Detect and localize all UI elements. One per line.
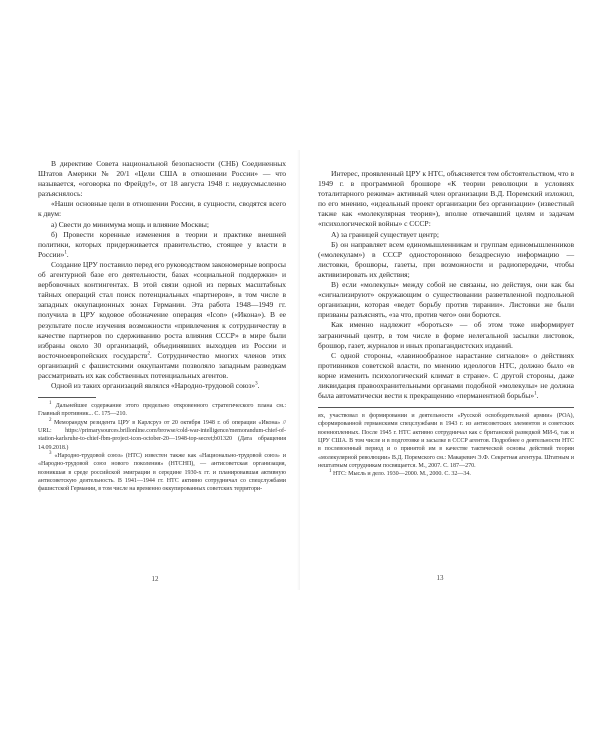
left-page-body xyxy=(38,159,286,493)
paragraph: Как именно надлежит «бороться» — об этом тоже информирует заграничный центр, в том числе в форме нелегальной засылки листовок, брошюр, газет, журналов и иных пропагандистских изданий. xyxy=(318,320,574,350)
list-item-a: а) Свести до минимума мощь и влияние Москвы; xyxy=(51,219,209,229)
footnote-ref-1: 1 xyxy=(64,250,67,256)
paragraph: Интерес, проявленный ЦРУ к НТС, объясняется тем обстоятельством, что в 1949 г. в программной брошюре «К теории революции в условиях тоталитарного режима» активный член организации В.Д. Поремский изложил, по его мнению, «идеальный проект организации без организации» (известный также как «молекулярная теория»), вполне отвечавший целям и задачам «психологической войны» с СССР: xyxy=(318,169,574,229)
footnote-divider xyxy=(318,407,574,408)
right-footnotes xyxy=(318,412,574,478)
page-number: 13 xyxy=(436,574,444,582)
right-page-body xyxy=(318,169,574,479)
paragraph-text: Одной из таких организаций являлся «Народно-трудовой союз» xyxy=(51,381,256,391)
footnote-2 xyxy=(38,419,286,452)
list-item-c: В) если «молекулы» между собой не связаны, но действуя, они как бы «сигнализируют» окружающим о существовании разветвленной подпольной организации, которая «ведет борьбу против тирании». Листовки же были призваны разъяснять, «за что, против чего» они борются. xyxy=(318,280,574,320)
right-page xyxy=(300,150,590,590)
paragraph: Создание ЦРУ поставило перед его руководством закономерные вопросы об агентурной базе его деятельности, базах «социальной поддержки» и вербовочных контингентах. В этой связи одной из первых масштабных тайных операций стал поиск потенциальных «партнеров», в том числе в западных оккупационных зонах Германии. Эта работа 1948—1949 гг. получила в ЦРУ кодовое обозначение операция «Icon» («Икона»). В ее результате после изучения возможности «привлечения к сотрудничеству в качестве партнеров по сдерживанию роста влияния СССР» в мире были избраны около 30 организаций, объединявших выходцев из России и восточноевропейских государств$^2$. Сотрудничество многих членов этих организаций с фашистскими оккупантами позволяло западным разведкам рассматривать их как собственных потенциальных агентов. xyxy=(38,259,286,380)
footnote-continuation: ях, участвовал в формировании и деятельности «Русской освободительной армии» (РОА), сформированной германскими спецслужбами в 1943 г. из антисоветских элементов и советских военнопленных. После 1945 г. НТС активно сотрудничал как с британской разведкой МИ-6, так и ЦРУ США. В том числе и в подготовке и засылке в СССР агентов. Подробнее о деятельности НТС в послевоенный период и о принятой им в качестве тактической основы действий теории «молекулярной революции» В.Д. Поремского см.: Макаревич Э.Ф. Секретная агентура. Штатным и нештатным сотрудникам посвящается. М., 2007. С. 187—270. xyxy=(318,413,574,469)
paragraph: В директиве Совета национальной безопасности (СНБ) Соединенных Штатов Америки № 20/1 «Цели США в отношении России» — что называется, «оговорка по Фрейду!», от 18 августа 1948 г. недвусмысленно разъяснялось: xyxy=(38,159,286,199)
paragraph: Одной из таких организаций являлся «Народно-трудовой союз»$^3$. xyxy=(51,381,260,391)
footnote-ref-3: 3 xyxy=(255,381,258,387)
footnote-ref-1: 1 xyxy=(534,391,537,397)
footnote-1 xyxy=(318,470,574,478)
left-footnotes xyxy=(38,402,286,493)
footnote-text: Дальнейшее содержание этого предельно откровенного стратегического плана см.: Главный противник... С. 175—210. xyxy=(38,403,286,418)
footnote-3 xyxy=(38,452,286,493)
list-item-b-text: б) Провести коренные изменения в теории и практике внешней политики, которых придерживается правительство, стоящее у власти в России» xyxy=(38,229,286,259)
paragraph-text: Создание ЦРУ поставило перед его руководством закономерные вопросы об агентурной базе его деятельности, базах «социальной поддержки» и вербовочных контингентах. В этой связи одной из первых масштабных тайных операций стал поиск потенциальных «партнеров», в том числе в западных оккупационных зонах Германии. Эта работа 1948—1949 гг. получила в ЦРУ кодовое обозначение операция «Icon» («Икона»). В ее результате после изучения возможности «привлечения к сотрудничеству в качестве партнеров по сдерживанию роста влияния СССР» в мире были избраны около 30 организаций, объединявших выходцев из России и восточноевропейских государств xyxy=(38,259,286,360)
footnote-ref-2: 2 xyxy=(147,351,150,357)
page-number: 12 xyxy=(151,575,159,583)
quote-paragraph: «Наши основные цели в отношении России, в сущности, сводятся всего к двум: xyxy=(38,199,286,219)
footnote-divider xyxy=(38,397,96,398)
list-item-a: А) за границей существует центр; xyxy=(331,229,439,239)
footnote-text: Меморандум резидента ЦРУ в Карлсруэ от 20 октября 1948 г. об операции «Икона» // URL: https://primarysources.brillonline.com/browse/cold-war-intelligence/memorandum-chief-of-station-karlsruhe-to-chief-fbm-project-icon-october-20—1948-top-secret;b01320 (Дата обращения 14.09.2018.) xyxy=(38,419,286,451)
list-item-b: б) Провести коренные изменения в теории и практике внешней политики, которых придерживается правительство, стоящее у власти в России»$^1$. xyxy=(38,229,286,259)
footnote-mark: 1 xyxy=(329,469,332,475)
footnote-mark: 1 xyxy=(49,401,52,407)
list-item-b: Б) он направляет всем единомышленникам и группам единомышленников («молекулам») в СССР одностороннюю безадресную информацию — листовки, брошюры, газеты, при возможности и радиопередачи, чтобы активизировать их действия; xyxy=(318,239,574,279)
footnote-mark: 3 xyxy=(49,450,52,456)
footnote-mark: 2 xyxy=(49,417,52,423)
footnote-text: НТС: Мысль и дело. 1930—2000. М., 2000. С. 32—34. xyxy=(332,471,471,478)
footnote-1 xyxy=(38,402,286,419)
paragraph: С одной стороны, «лавинообразное нарастание сигналов» о действиях противников советской власти, по мнению идеологов НТС, должно было «в корне изменить психологический климат в стране». С другой стороны, даже ликвидация правоохранительными органами подобной «молекулы» не должна была автоматически вести к прекращению «перманентной борьбы»$^1$. xyxy=(318,350,574,401)
footnote-text: «Народно-трудовой союз» (НТС) известен также как «Национально-трудовой союз» и «Народно-трудовой союз нового поколения» (НТСНП), — антисоветская организация, возникшая в среде российской эмиграции в середине 1930-х гг. и планировавшая активную антисоветскую деятельность. В 1941—1944 гг. НТС активно сотрудничал со спецслужбами фашистской Германии, в том числе на временно оккупированных советских территори- xyxy=(38,452,286,493)
left-page xyxy=(10,150,298,590)
paragraph-text-cont: Сотрудничество многих членов этих организаций с фашистскими оккупантами позволяло западным разведкам рассматривать их как собственных потенциальных агентов. xyxy=(38,350,286,380)
paragraph-text: С одной стороны, «лавинообразное нарастание сигналов» о действиях противников советской власти, по мнению идеологов НТС, должно было «в корне изменить психологический климат в стране». С другой стороны, даже ликвидация правоохранительными органами подобной «молекулы» не должна была автоматически вести к прекращению «перманентной борьбы» xyxy=(318,350,574,401)
